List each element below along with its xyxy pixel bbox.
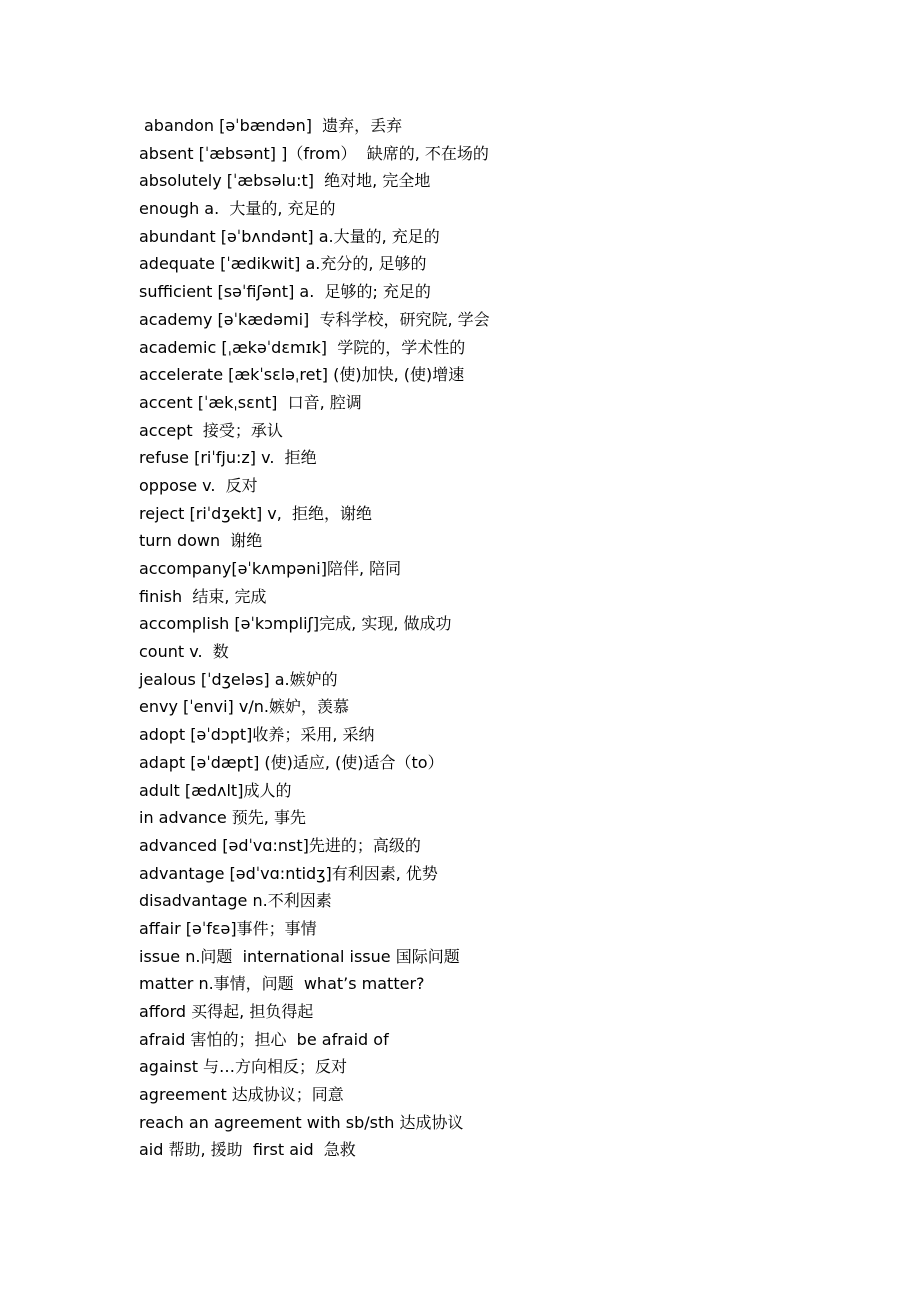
vocab-entry-afford: afford 买得起, 担负得起	[139, 1002, 314, 1021]
vocab-entry-matter: matter n.事情，问题 what’s matter?	[139, 974, 425, 994]
vocab-entry-in-advance: in advance 预先, 事先	[139, 808, 306, 828]
vocab-entry-enough: enough a. 大量的, 充足的	[139, 199, 336, 219]
vocab-entry-absent: absent [ˈæbsənt] ]（from） 缺席的, 不在场的	[139, 143, 489, 163]
vocabulary-list	[139, 112, 839, 1164]
vocab-entry-envy: envy [ˈenvi] v/n.嫉妒，羡慕	[139, 697, 349, 717]
vocab-entry-sufficient: sufficient [səˈfiʃənt] a. 足够的; 充足的	[139, 282, 431, 302]
vocab-entry-finish: finish 结束, 完成	[139, 586, 267, 606]
vocab-entry-accompany: accompany[əˈkʌmpəni]陪伴, 陪同	[139, 559, 402, 578]
vocab-entry-oppose: oppose v. 反对	[139, 475, 258, 495]
vocab-entry-accomplish: accomplish [əˈkɔmpliʃ]完成, 实现, 做成功	[139, 614, 452, 634]
vocab-entry-against: against 与…方向相反；反对	[139, 1057, 348, 1077]
vocab-entry-adult: adult [ædʌlt]成人的	[139, 780, 292, 800]
vocab-entry-academy: academy [əˈkædəmi] 专科学校，研究院, 学会	[139, 309, 490, 329]
vocab-entry-turn-down: turn down 谢绝	[139, 531, 263, 551]
vocab-entry-reject: reject [riˈdʒekt] v, 拒绝，谢绝	[139, 503, 373, 523]
vocab-entry-affair: affair [əˈfɛə]事件；事情	[139, 918, 317, 938]
vocab-entry-accept: accept 接受；承认	[139, 420, 283, 440]
vocab-entry-accelerate: accelerate [ækˈsɛləˌret] (使)加快, (使)增速	[139, 365, 465, 385]
vocab-entry-count: count v. 数	[139, 642, 229, 662]
vocab-entry-abundant: abundant [əˈbʌndənt] a.大量的, 充足的	[139, 226, 440, 246]
vocab-entry-issue: issue n.问题 international issue 国际问题	[139, 946, 460, 966]
vocab-entry-adopt: adopt [əˈdɔpt]收养；采用, 采纳	[139, 725, 375, 745]
vocab-entry-aid: aid 帮助, 援助 first aid 急救	[139, 1140, 356, 1160]
vocab-entry-reach-an-agreement: reach an agreement with sb/sth 达成协议	[139, 1112, 464, 1132]
vocab-entry-disadvantage: disadvantage n.不利因素	[139, 891, 332, 911]
vocab-entry-abandon: abandon [əˈbændən] 遗弃，丢弃	[144, 116, 403, 135]
vocab-entry-afraid: afraid 害怕的；担心 be afraid of	[139, 1029, 389, 1049]
vocab-entry-adequate: adequate [ˈædikwit] a.充分的, 足够的	[139, 254, 427, 274]
vocab-entry-absolutely: absolutely [ˈæbsəlu:t] 绝对地, 完全地	[139, 171, 431, 191]
vocab-entry-academic: academic [ˌækəˈdɛmɪk] 学院的，学术性的	[139, 337, 466, 357]
vocab-entry-advanced: advanced [ədˈvɑ:nst]先进的；高级的	[139, 835, 421, 855]
vocab-entry-advantage: advantage [ədˈvɑ:ntidʒ]有利因素, 优势	[139, 863, 438, 883]
vocab-entry-agreement: agreement 达成协议；同意	[139, 1085, 344, 1105]
vocab-entry-refuse: refuse [riˈfju:z] v. 拒绝	[139, 448, 317, 468]
vocab-entry-accent: accent [ˈækˌsɛnt] 口音, 腔调	[139, 392, 362, 412]
vocab-entry-adapt: adapt [əˈdæpt] (使)适应, (使)适合（to）	[139, 752, 444, 772]
vocab-entry-jealous: jealous [ˈdʒeləs] a.嫉妒的	[139, 669, 338, 689]
